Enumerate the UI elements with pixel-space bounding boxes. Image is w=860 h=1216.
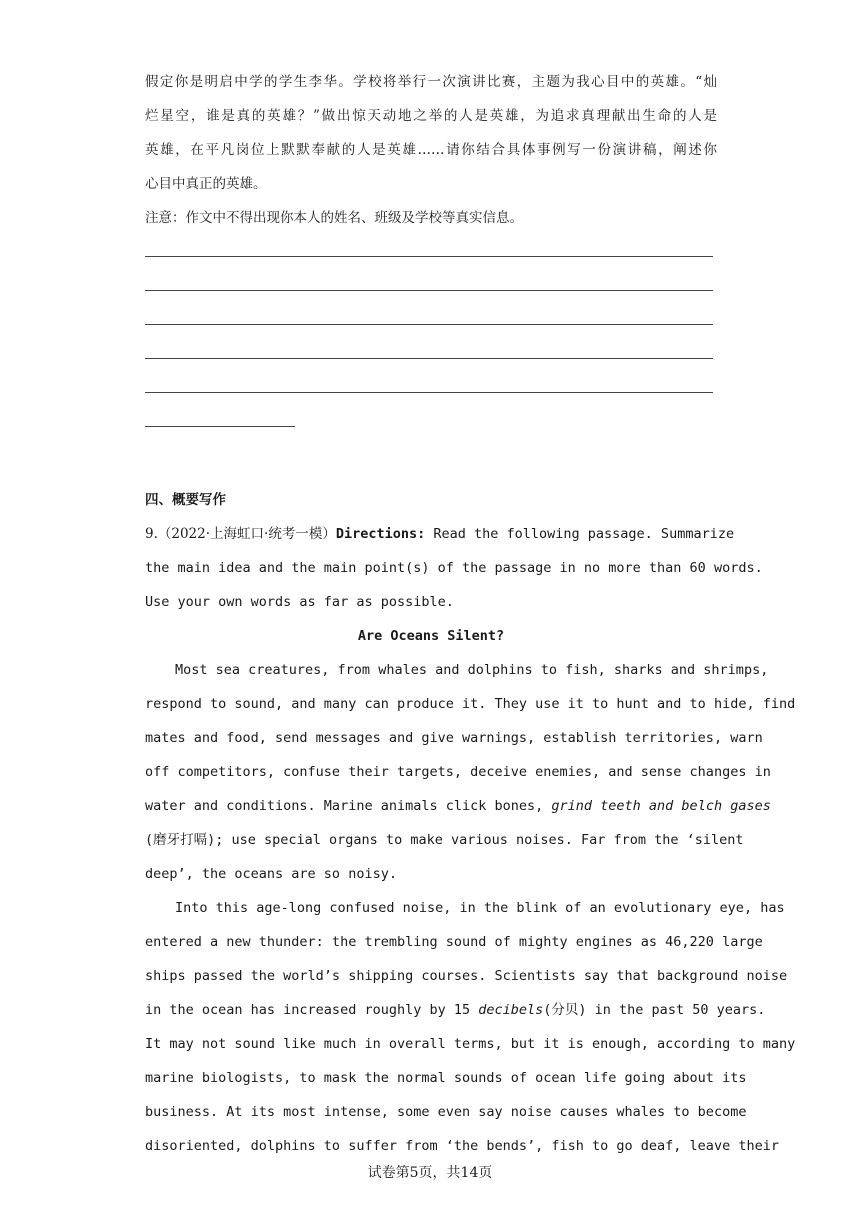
prompt-line: 英雄，在平凡岗位上默默奉献的人是英雄……请你结合具体事例写一份演讲稿，阐述你 <box>145 142 717 158</box>
directions-text: the main idea and the main point(s) of the passage in no more than 60 words. <box>145 560 763 576</box>
passage-line <box>145 1000 766 1020</box>
passage-line: It may not sound like much in overall terms, but it is enough, according to many <box>145 1036 796 1052</box>
passage-line: Into this age-long confused noise, in the blink of an evolutionary eye, has <box>175 900 785 916</box>
answer-line <box>145 392 713 393</box>
passage-line: business. At its most intense, some even say noise causes whales to become <box>145 1104 747 1120</box>
passage-italic-text: decibels <box>478 1002 544 1018</box>
answer-line <box>145 324 713 325</box>
directions-text: Read the following passage. Summarize <box>425 526 735 542</box>
page-footer: 试卷第5页，共14页 <box>367 1165 493 1181</box>
passage-line <box>145 796 771 816</box>
passage-line: Most sea creatures, from whales and dolphins to fish, sharks and shrimps, <box>175 662 769 678</box>
passage-line: (磨牙打嗝); use special organs to make various noises. Far from the ‘silent <box>145 832 744 848</box>
prompt-note: 注意：作文中不得出现你本人的姓名、班级及学校等真实信息。 <box>145 210 523 226</box>
question-source: 9.（2022·上海虹口·统考一模） <box>145 526 336 542</box>
section-heading: 四、概要写作 <box>145 492 226 508</box>
answer-line <box>145 358 713 359</box>
answer-line <box>145 256 713 257</box>
passage-title: Are Oceans Silent? <box>357 628 505 644</box>
prompt-line: 烂星空，谁是真的英雄？”做出惊天动地之举的人是英雄，为追求真理献出生命的人是 <box>145 108 717 124</box>
passage-line: deep’, the oceans are so noisy. <box>145 866 397 882</box>
question-directions <box>145 524 735 544</box>
passage-line: entered a new thunder: the trembling sound of mighty engines as 46,220 large <box>145 934 763 950</box>
passage-line: mates and food, send messages and give warnings, establish territories, warn <box>145 730 763 746</box>
passage-line: ships passed the world’s shipping courses. Scientists say that background noise <box>145 968 788 984</box>
prompt-line: 心目中真正的英雄。 <box>145 176 267 192</box>
passage-line: off competitors, confuse their targets, deceive enemies, and sense changes in <box>145 764 771 780</box>
passage-line: respond to sound, and many can produce it. They use it to hunt and to hide, find <box>145 696 796 712</box>
directions-label: Directions: <box>335 526 426 542</box>
passage-line: marine biologists, to mask the normal sounds of ocean life going about its <box>145 1070 747 1086</box>
passage-italic-text: grind teeth and belch gases <box>551 798 771 814</box>
answer-line-short <box>145 426 295 427</box>
prompt-line: 假定你是明启中学的学生李华。学校将举行一次演讲比赛，主题为我心目中的英雄。“灿 <box>145 74 717 90</box>
passage-text: in the ocean has increased roughly by 15 <box>145 1002 479 1018</box>
passage-text: water and conditions. Marine animals click bones, <box>145 798 552 814</box>
directions-text: Use your own words as far as possible. <box>145 594 454 610</box>
passage-line: disoriented, dolphins to suffer from ‘the bends’, fish to go deaf, leave their <box>145 1138 779 1154</box>
answer-line <box>145 290 713 291</box>
passage-text: (分贝) in the past 50 years. <box>543 1002 766 1018</box>
